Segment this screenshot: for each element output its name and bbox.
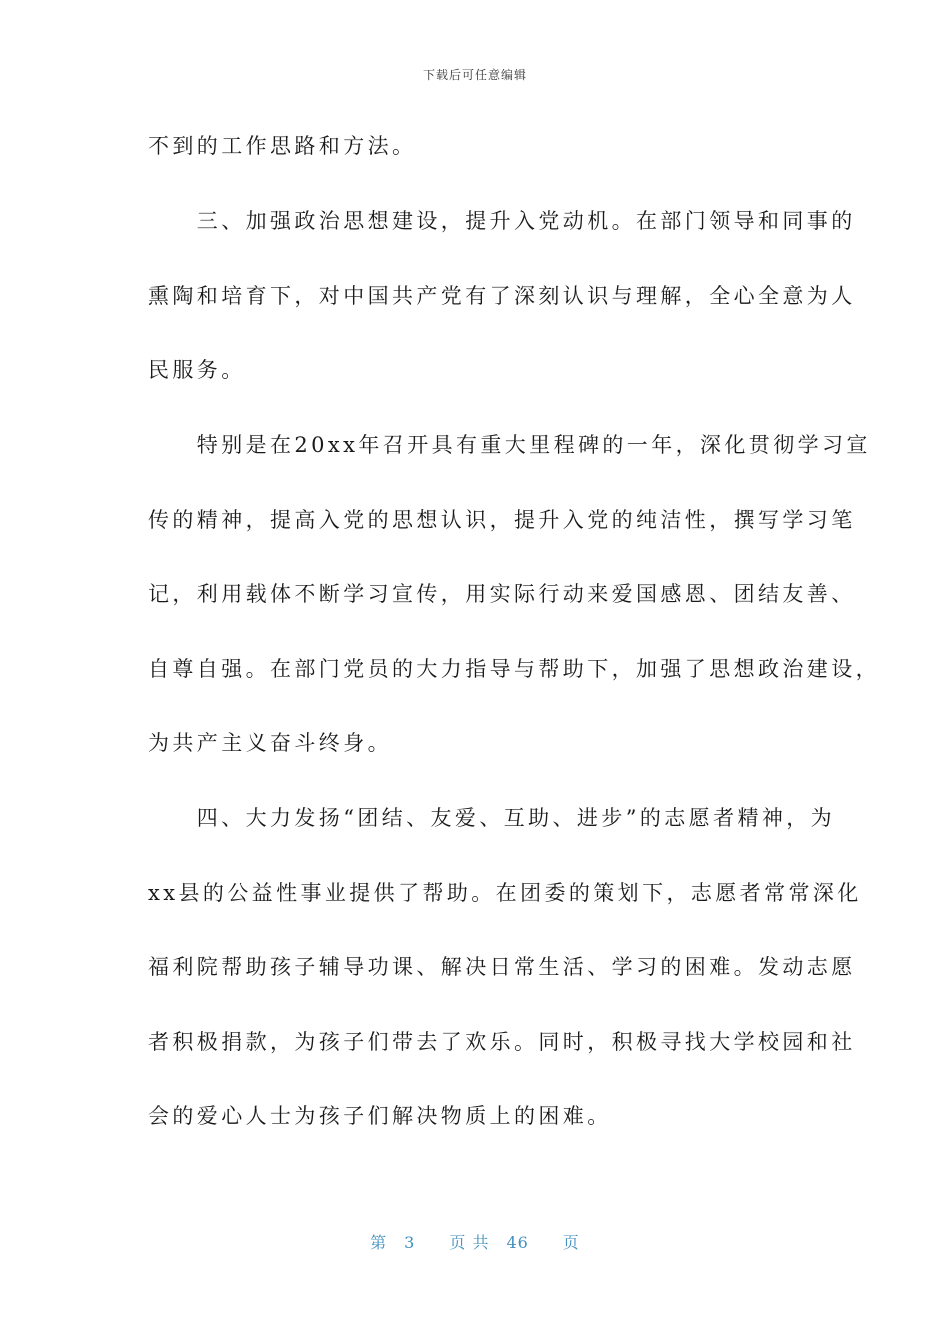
page-number: 第 3 页 共 46 页 [370,1233,580,1252]
download-note: 下载后可任意编辑 [422,68,527,82]
text-line: 四、大力发扬“团结、友爱、互助、进步”的志愿者精神，为 [148,806,836,830]
text-line: 记，利用载体不断学习宣传，用实际行动来爱国感恩、团结友善、 [148,582,856,606]
text-line: 三、加强政治思想建设，提升入党动机。在部门领导和同事的 [148,209,856,233]
text-line: 者积极捐款，为孩子们带去了欢乐。同时，积极寻找大学校园和社 [148,1030,856,1054]
text-line: 会的爱心人士为孩子们解决物质上的困难。 [148,1104,612,1128]
text-line: 自尊自强。在部门党员的大力指导与帮助下，加强了思想政治建设， [148,657,880,681]
text-line: 为共产主义奋斗终身。 [148,731,392,755]
text-line: 不到的工作思路和方法。 [148,134,417,158]
text-line: 民服务。 [148,358,246,382]
text-line: 特别是在20xx年召开具有重大里程碑的一年，深化贯彻学习宣 [148,433,871,457]
text-line: xx县的公益性事业提供了帮助。在团委的策划下，志愿者常常深化 [148,881,862,905]
text-line: 福利院帮助孩子辅导功课、解决日常生活、学习的困难。发动志愿 [148,955,856,979]
text-line: 传的精神，提高入党的思想认识，提升入党的纯洁性，撰写学习笔 [148,508,856,532]
text-line: 熏陶和培育下，对中国共产党有了深刻认识与理解，全心全意为人 [148,284,856,308]
